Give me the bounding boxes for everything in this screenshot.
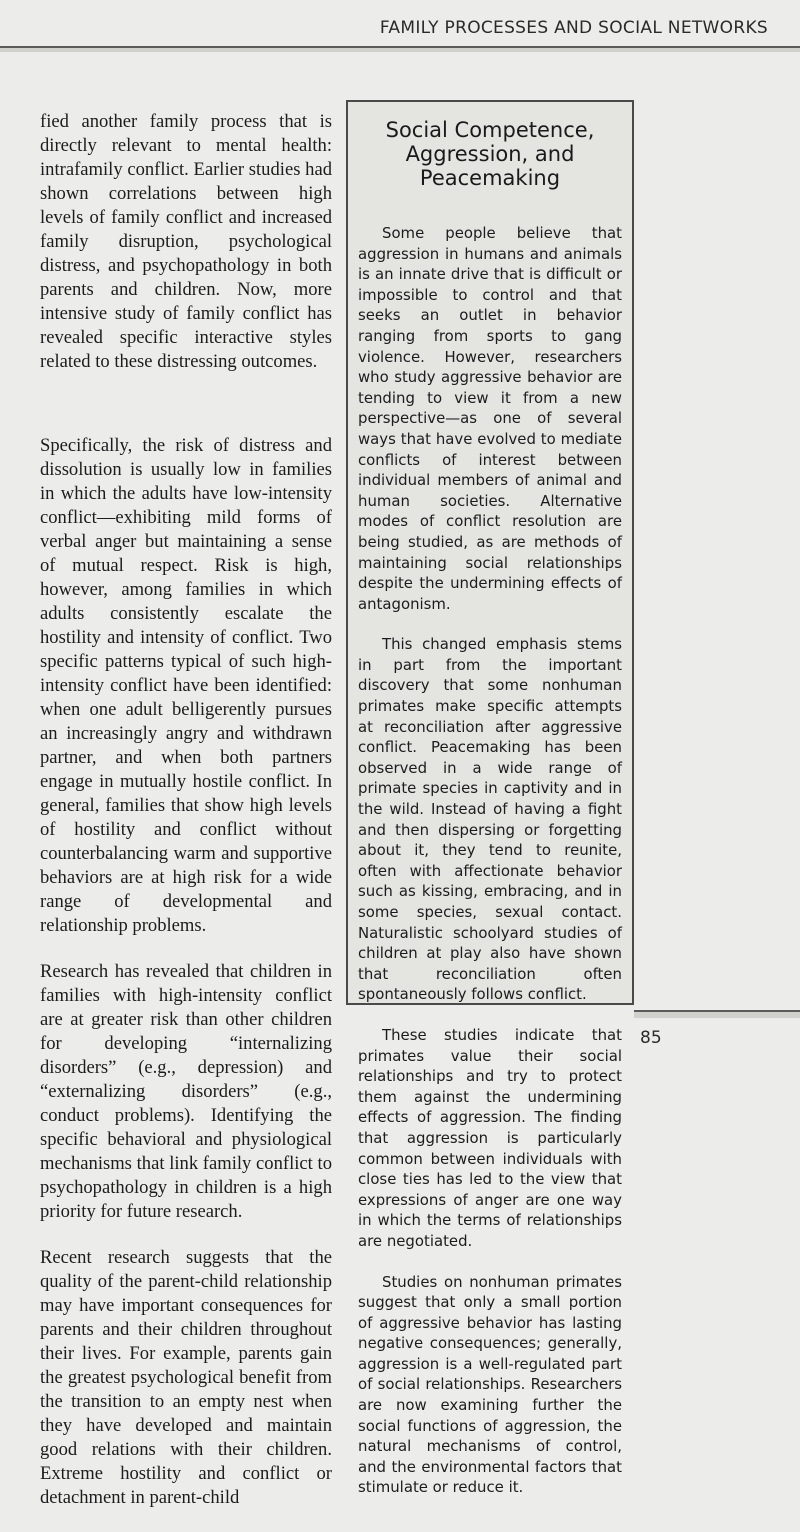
sidebar-paragraph: These studies indicate that primates value their social relationships and try to protect them against the undermining effects of aggression. The finding that aggression is particularly common between individuals with close ties has led to the view that expressions of anger are one way in which the terms of relationships are negotiated.: [358, 1025, 622, 1250]
running-head: FAMILY PROCESSES AND SOCIAL NETWORKS: [379, 18, 768, 38]
page-number: 85: [640, 1028, 662, 1048]
sidebar-box: [346, 100, 634, 1497]
body-paragraph: Research has revealed that children in families with high-intensity conflict are at greater risk than other children for developing “internalizing disorders” (e.g., depression) and “externalizing disorders” (e.g., conduct problems). Identifying the specific behavioral and physiological mechanisms that link family conflict to psychopathology in children is a high priority for future research.: [40, 961, 332, 1222]
header-rule: [0, 46, 800, 52]
sidebar-paragraph: Studies on nonhuman primates suggest that only a small portion of aggressive behavior has lasting negative consequences; generally, aggression is a well-regulated part of social relationships. Researchers are now examining further the social functions of aggression, the natural mechanisms of control, and the environmental factors that stimulate or reduce it.: [358, 1272, 622, 1497]
main-text-column: [40, 110, 332, 1532]
body-paragraph: Specifically, the risk of distress and dissolution is usually low in families in which the adults have low-intensity conflict—exhibiting mild forms of verbal anger but maintaining a sense of mutual respect. Risk is high, however, among families in which adults consistently escalate the hostility and intensity of conflict. Two specific patterns typical of such high-intensity conflict have been identified: when one adult belligerently pursues an increasingly angry and withdrawn partner, and when both partners engage in mutually hostile conflict. In general, families that show high levels of hostility and conflict without counterbalancing warm and supportive behaviors are at high risk for a wide range of developmental and relationship problems.: [40, 435, 332, 936]
body-paragraph: Recent research suggests that the quality of the parent-child relationship may have important consequences for parents and their children throughout their lives. For example, parents gain the greatest psychological benefit from the transition to an empty nest when they have developed and maintain good relations with their children. Extreme hostility and conflict or detachment in parent-child: [40, 1247, 332, 1508]
sidebar-paragraph: Some people believe that aggression in humans and animals is an innate drive that is difficult or impossible to control and that seeks an outlet in behavior ranging from sports to gang violence. However, researchers who study aggressive behavior are tending to view it from a new perspective—as one of several ways that have evolved to mediate conflicts of interest between individual members of animal and human societies. Alternative modes of conflict resolution are being studied, as are methods of maintaining social relationships despite the undermining effects of antagonism.: [358, 224, 622, 613]
body-paragraph: fied another family process that is directly relevant to mental health: intrafamily conflict. Earlier studies had shown correlations between high levels of family conflict and increased family disruption, psychological distress, and psychopathology in both parents and children. Now, more intensive study of family conflict has revealed specific interactive styles related to these distressing outcomes.: [40, 111, 332, 372]
sidebar-paragraph: This changed emphasis stems in part from the important discovery that some nonhuman primates make specific attempts at reconciliation after aggressive conflict. Peacemaking has been observed in a wide range of primate species in captivity and in the wild. Instead of having a fight and then dispersing or forgetting about it, they tend to reunite, often with affectionate behavior such as kissing, embracing, and in some species, sexual contact. Naturalistic schoolyard studies of children at play also have shown that reconciliation often spontaneously follows conflict.: [358, 635, 622, 1004]
sidebar-title: Social Competence, Aggression, and Peacemaking: [385, 118, 595, 190]
footer-rule: [634, 1010, 800, 1018]
